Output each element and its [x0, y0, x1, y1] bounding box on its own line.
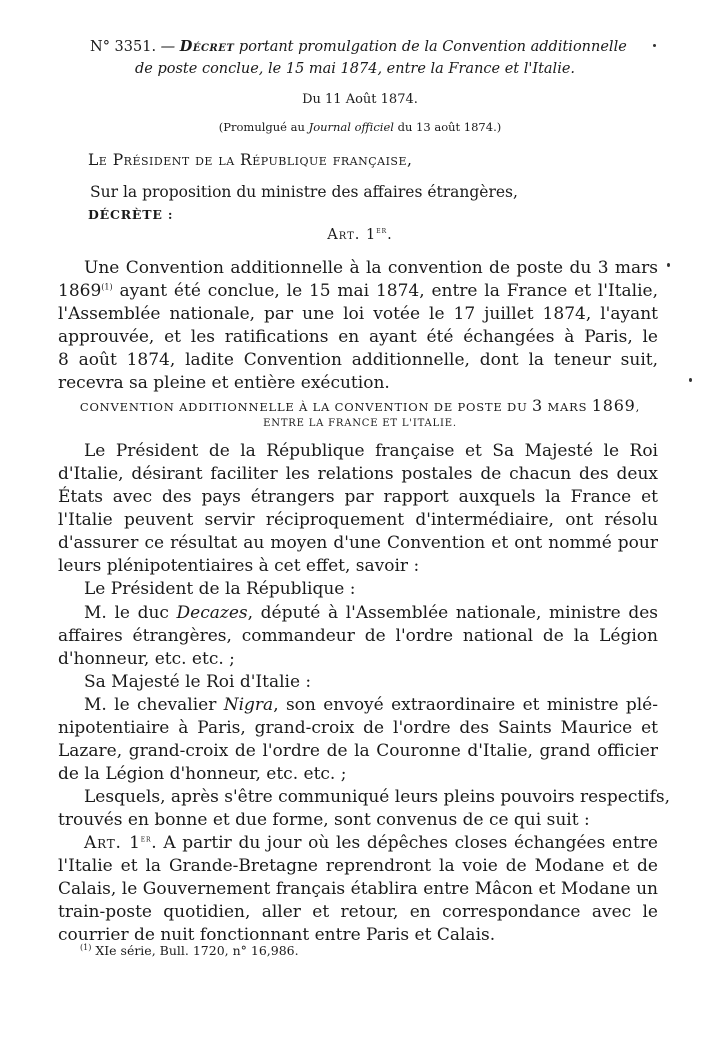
decree-date: Du 11 Août 1874.: [302, 92, 418, 107]
lesquels-line: Lesquels, après s'être communiqué leurs pleins pouvoirs respectifs,: [84, 787, 671, 807]
paragraph-line: 8 août 1874, ladite Convention additionnelle, dont la teneur suit,: [58, 350, 658, 370]
plenipotentiary-line: d'honneur, etc. etc. ;: [58, 649, 235, 669]
paragraph-line: 1869$^{(1)}$ ayant été conclue, le 15 mai 1874, entre la France et l'Italie,: [58, 281, 658, 301]
footnote-marker: (1): [80, 943, 92, 952]
footnote-reference: (1): [101, 282, 113, 292]
plenipotentiary-line: affaires étrangères, commandeur de l'ordre national de la Légion: [58, 626, 658, 646]
plenipotentiary-name: Decazes: [176, 603, 248, 623]
preamble-line: d'assurer ce résultat au moyen d'une Convention et ont nommé pour: [58, 533, 658, 553]
article-line: l'Italie et la Grande-Bretagne reprendront la voie de Modane et de: [58, 856, 658, 876]
preamble-line: leurs plénipotentiaires à cet effet, savoir :: [58, 556, 420, 576]
plenipotentiary-line: M. le chevalier Nigra, son envoyé extraordinaire et ministre plé-: [84, 695, 658, 715]
preamble-line: l'Italie peuvent servir réciproquement d'intermédiaire, ont résolu: [58, 510, 658, 530]
article-line: Calais, le Gouvernement français établira entre Mâcon et Modane un: [58, 879, 658, 899]
lesquels-line: trouvés en bonne et due forme, sont convenus de ce qui suit :: [58, 810, 590, 830]
footnote: $^{(1)}$ XIe série, Bull. 1720, n° 16,986.: [80, 943, 299, 959]
decree-title-line-2: de poste conclue, le 15 mai 1874, entre la France et l'Italie.: [135, 61, 576, 77]
convention-subtitle: ENTRE LA FRANCE ET L'ITALIE.: [263, 418, 457, 429]
decree-word: Décret: [179, 38, 235, 55]
plenipotentiary-line: nipotentiaire à Paris, grand-croix de l'ordre des Saints Maurice et: [58, 718, 658, 738]
paragraph-line: recevra sa pleine et entière exécution.: [58, 373, 390, 393]
king-label: Sa Majesté le Roi d'Italie :: [84, 672, 312, 692]
article-line: courrier de nuit fonctionnant entre Paris et Calais.: [58, 925, 496, 945]
plenipotentiary-line: M. le duc Decazes, député à l'Assemblée nationale, ministre des: [84, 603, 658, 623]
decrete-label: DÉCRÈTE :: [88, 207, 174, 222]
paragraph-line: Une Convention additionnelle à la convention de poste du 3 mars: [84, 258, 658, 278]
plenipotentiary-line: de la Légion d'honneur, etc. etc. ;: [58, 764, 347, 784]
article-heading: Art. 1er.: [327, 226, 393, 243]
proposal-line: Sur la proposition du ministre des affaires étrangères,: [90, 183, 518, 201]
scan-speck: [667, 263, 670, 267]
plenipotentiary-name: Nigra: [223, 695, 274, 715]
preamble-line: d'Italie, désirant faciliter les relations postales de chacun des deux: [58, 464, 658, 484]
president-heading: Le Président de la République française,: [88, 151, 413, 169]
article-label: Art. 1er: [84, 833, 152, 853]
promulgation-note: (Promulgué au Journal officiel du 13 août 1874.): [218, 120, 502, 134]
decree-title-line-1: N° 3351. — Décret portant promulgation de la Convention additionnelle: [90, 38, 627, 55]
scan-speck: [689, 378, 692, 382]
paragraph-line: approuvée, et les ratifications en ayant été échangées à Paris, le: [58, 327, 658, 347]
article-line: Art. 1er. A partir du jour où les dépêches closes échangées entre: [84, 833, 658, 853]
plenipotentiary-line: Lazare, grand-croix de l'ordre de la Couronne d'Italie, grand officier: [58, 741, 658, 761]
scan-speck: [653, 44, 656, 47]
decree-number: N° 3351.: [90, 39, 157, 55]
preamble-line: États avec des pays étrangers par rapport auxquels la France et: [58, 487, 658, 507]
article-line: train-poste quotidien, aller et retour, en correspondance avec le: [58, 902, 658, 922]
preamble-line: Le Président de la République française et Sa Majesté le Roi: [84, 441, 658, 461]
president-label: Le Président de la République :: [84, 579, 356, 599]
convention-title: CONVENTION ADDITIONNELLE À LA CONVENTION DE POSTE DU 3 MARS 1869,: [79, 396, 641, 415]
paragraph-line: l'Assemblée nationale, par une loi votée le 17 juillet 1874, l'ayant: [58, 304, 658, 324]
